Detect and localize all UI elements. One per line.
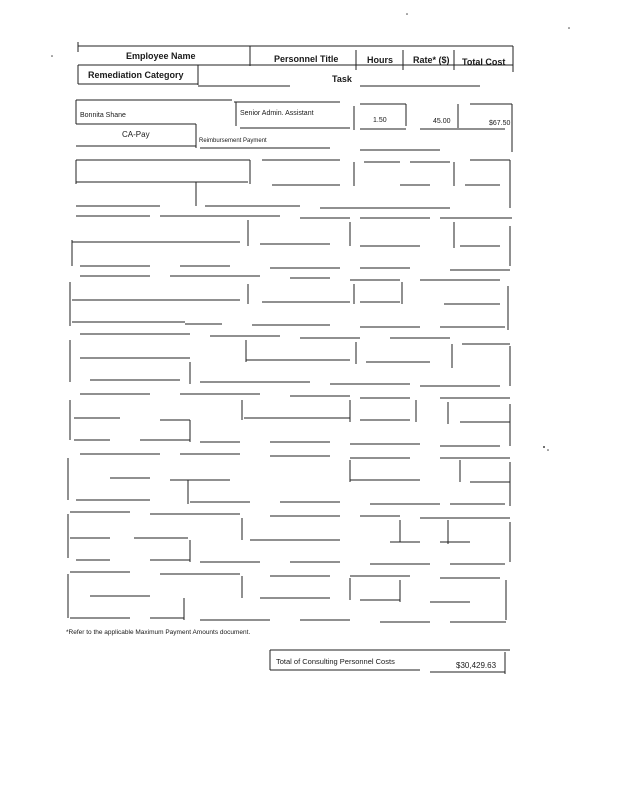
personnel-title-header: Personnel Title [274, 54, 339, 64]
entry-remediation-category: CA-Pay [122, 130, 150, 139]
footnote: *Refer to the applicable Maximum Payment Amounts document. [66, 629, 251, 636]
task-header: Task [332, 74, 352, 84]
hours-header: Hours [367, 55, 394, 65]
summary-label: Total of Consulting Personnel Costs [276, 657, 395, 666]
employee-name-header: Employee Name [126, 51, 196, 61]
entry-total-cost: $67.50 [489, 120, 511, 127]
total-cost-header: Total Cost [462, 57, 506, 67]
entry-hours: 1.50 [373, 117, 387, 124]
remediation-category-header: Remediation Category [88, 70, 184, 80]
entry-employee-name: Bonnita Shane [80, 112, 126, 119]
entry-task: Reimbursement Payment [199, 138, 267, 144]
entry-personnel-title: Senior Admin. Assistant [240, 110, 314, 117]
rate-header: Rate* ($) [413, 55, 450, 65]
summary-total-value: $30,429.63 [456, 661, 497, 670]
entry-rate: 45.00 [433, 118, 451, 125]
